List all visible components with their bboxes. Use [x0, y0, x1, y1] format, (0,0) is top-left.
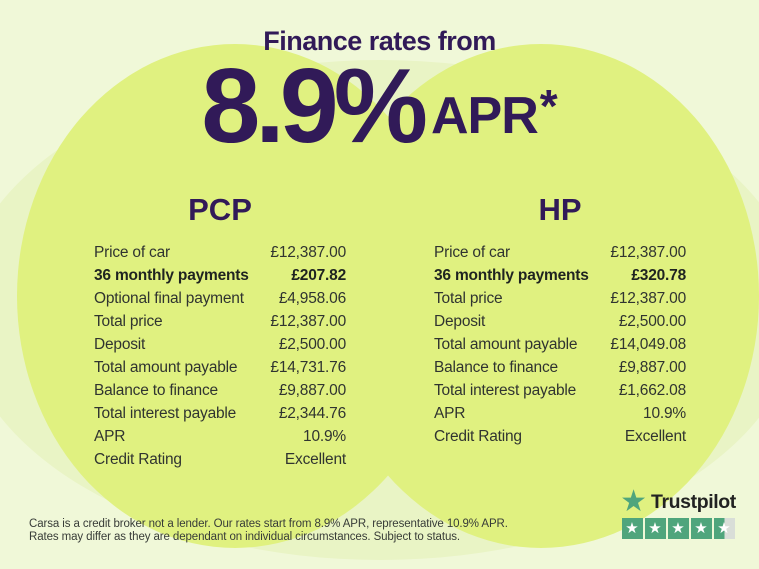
finance-row — [94, 356, 346, 379]
finance-row — [434, 241, 686, 264]
row-label: Price of car — [94, 243, 170, 261]
finance-row — [434, 402, 686, 425]
trustpilot-logo — [620, 485, 736, 518]
row-label: Optional final payment — [94, 289, 244, 307]
finance-row — [94, 425, 346, 448]
trustpilot-rating-star — [714, 518, 735, 539]
hp-table-title: HP — [538, 192, 582, 227]
pcp-table-title: PCP — [188, 192, 252, 227]
finance-row — [434, 264, 686, 287]
trustpilot-rating-star — [691, 518, 712, 539]
trustpilot-star-icon: ★ — [620, 485, 648, 518]
trustpilot-rating-star — [645, 518, 666, 539]
finance-row — [94, 241, 346, 264]
disclaimer-line-1: Carsa is a credit broker not a lender. Our rates start from 8.9% APR, representative 10.9% APR. — [29, 518, 508, 530]
row-value: £14,049.08 — [610, 335, 686, 353]
finance-row — [434, 310, 686, 333]
row-value: £207.82 — [291, 266, 346, 284]
row-value: Excellent — [624, 427, 686, 445]
disclaimer-line-2: Rates may differ as they are dependant on individual circumstances. Subject to status. — [29, 530, 460, 543]
star-glyph-icon: ★ — [671, 520, 685, 537]
row-label: Deposit — [434, 312, 486, 330]
pcp-finance-table — [94, 192, 346, 471]
hp-finance-table — [434, 192, 686, 448]
finance-row — [94, 379, 346, 402]
finance-row — [94, 264, 346, 287]
star-glyph-icon: ★ — [625, 520, 639, 537]
finance-row — [434, 287, 686, 310]
row-label: Deposit — [94, 335, 146, 353]
row-label: Total price — [434, 289, 503, 307]
row-value: £2,344.76 — [278, 404, 346, 422]
finance-row — [94, 310, 346, 333]
row-label: Credit Rating — [434, 427, 522, 445]
row-value: £2,500.00 — [618, 312, 686, 330]
row-value: £2,500.00 — [278, 335, 346, 353]
finance-row — [94, 448, 346, 471]
row-value: £9,887.00 — [618, 358, 686, 376]
finance-row — [434, 379, 686, 402]
row-value: £12,387.00 — [610, 289, 686, 307]
row-value: Excellent — [284, 450, 346, 468]
finance-row — [94, 287, 346, 310]
row-label: Balance to finance — [434, 358, 558, 376]
finance-row — [434, 356, 686, 379]
row-label: Price of car — [434, 243, 510, 261]
trustpilot-brand-text: Trustpilot — [651, 490, 736, 513]
row-value: 10.9% — [303, 427, 346, 445]
hp-rows — [434, 241, 686, 448]
rate-value: 8.9% — [201, 47, 423, 165]
row-value: £9,887.00 — [278, 381, 346, 399]
row-value: £320.78 — [631, 266, 686, 284]
row-label: Balance to finance — [94, 381, 218, 399]
footnote-asterisk: * — [539, 80, 558, 132]
star-glyph-icon: ★ — [648, 520, 662, 537]
pcp-rows — [94, 241, 346, 471]
row-label: Total amount payable — [434, 335, 578, 353]
row-value: £12,387.00 — [270, 243, 346, 261]
trustpilot-rating-star — [622, 518, 643, 539]
rate-unit: APR — [430, 87, 538, 145]
hero-rate — [0, 47, 759, 165]
finance-row — [434, 425, 686, 448]
trustpilot-badge — [617, 485, 739, 539]
row-label: APR — [94, 427, 126, 445]
star-glyph-icon: ★ — [717, 520, 731, 537]
finance-row — [94, 402, 346, 425]
row-label: Total amount payable — [94, 358, 238, 376]
row-label: Total interest payable — [94, 404, 237, 422]
finance-row — [434, 333, 686, 356]
row-value: £12,387.00 — [270, 312, 346, 330]
hero-title: Finance rates from — [263, 26, 496, 56]
row-label: 36 monthly payments — [94, 266, 249, 284]
star-glyph-icon: ★ — [694, 520, 708, 537]
row-label: Total interest payable — [434, 381, 577, 399]
row-label: APR — [434, 404, 466, 422]
row-label: Credit Rating — [94, 450, 182, 468]
row-value: £14,731.76 — [270, 358, 346, 376]
row-value: 10.9% — [643, 404, 686, 422]
row-value: £1,662.08 — [618, 381, 686, 399]
legal-disclaimer — [29, 518, 508, 543]
row-value: £4,958.06 — [278, 289, 346, 307]
row-label: Total price — [94, 312, 163, 330]
trustpilot-rating-star — [668, 518, 689, 539]
trustpilot-stars — [622, 518, 735, 539]
row-value: £12,387.00 — [610, 243, 686, 261]
row-label: 36 monthly payments — [434, 266, 589, 284]
finance-row — [94, 333, 346, 356]
